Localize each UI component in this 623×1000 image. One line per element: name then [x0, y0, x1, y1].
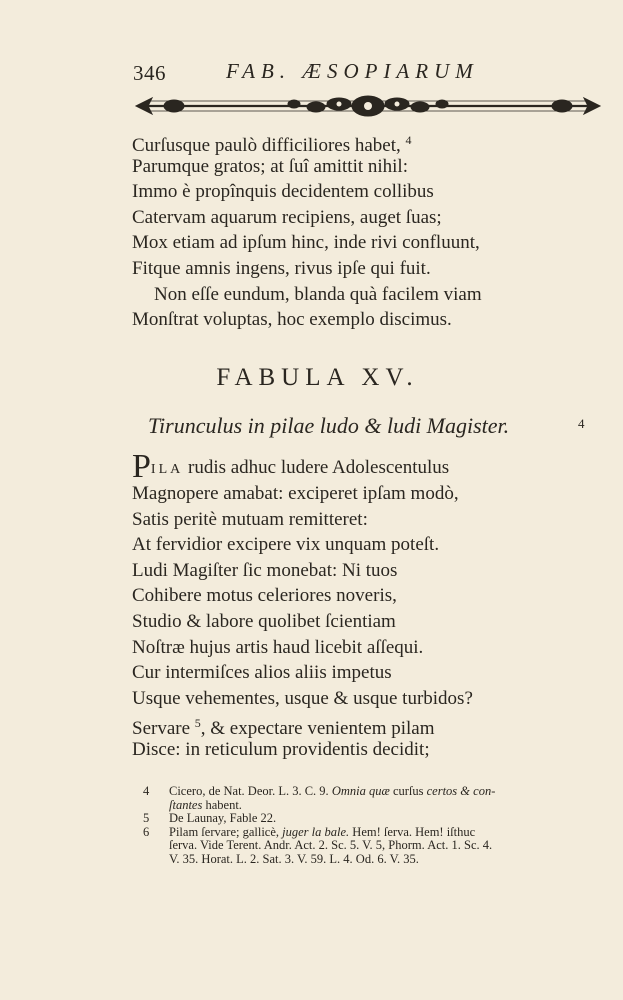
verse-line: Servare $^5$, & expectare venientem pilam	[132, 716, 435, 740]
verse-line: Studio & labore quolibet ſcientiam	[132, 610, 396, 632]
footnotes	[143, 785, 603, 867]
footnote-continuation: ſerva. Vide Terent. Andr. Act. 2. Sc. 5. V. 5, Phorm. Act. 1. Sc. 4.	[169, 838, 493, 853]
verse-line: Usque vehementes, usque & usque turbidos?	[132, 687, 473, 709]
verse-line: Cohibere motus celeriores noveris,	[132, 585, 397, 607]
footnote: 4 Cicero, de Nat. Deor. L. 3. C. 9. Omnia quæ curſus certos & con-	[143, 784, 496, 798]
footnote-ref: 5	[194, 716, 201, 731]
verse-line: Cur intermiſces alios aliis impetus	[132, 662, 392, 684]
fable-title: FABULA XV.	[216, 364, 419, 391]
verse-line: Fitque amnis ingens, rivus ipſe qui fuit.	[132, 257, 431, 279]
small-caps: ILA	[150, 462, 184, 477]
verse-line: At fervidior excipere vix unquam poteſt.	[132, 534, 440, 556]
verse-line: Immo è propînquis decidentem collibus	[132, 181, 434, 203]
verse-line: Noſtræ hujus artis haud licebit aſſequi.	[132, 636, 424, 658]
verse-line: Monſtrat voluptas, hoc exemplo discimus.	[132, 309, 452, 331]
verse-line: PILA rudis adhuc ludere Adolescentulus	[132, 448, 450, 485]
fable-verse	[132, 448, 473, 763]
verse-line: Disce: in reticulum providentis decidit;	[132, 738, 430, 760]
fable-subtitle: Tirunculus in pilae ludo & ludi Magister.	[148, 413, 510, 438]
verse-line: Magnopere amabat: exciperet ipſam modò,	[132, 483, 459, 504]
footnote-ref: 4	[405, 133, 412, 147]
verse-line: Mox etiam ad ipſum hinc, inde rivi confluunt,	[132, 232, 480, 254]
footnote: 6 Pilam ſervare; gallicè, juger la bale. Hem! ſerva. Hem! iſthuc	[143, 824, 476, 839]
running-title: FAB. ÆSOPIARUM	[226, 59, 479, 83]
footnote-ref: 4	[578, 416, 585, 431]
footnote: 5 De Launay, Fable 22.	[143, 811, 277, 826]
verse-line: Curſusque paulò difficiliores habet, $^4$	[132, 133, 412, 156]
page-header	[130, 57, 550, 87]
preceding-verse	[132, 128, 482, 333]
verse-line: Catervam aquarum recipiens, auget ſuas;	[132, 206, 442, 228]
footnote-continuation: V. 35. Horat. L. 2. Sat. 3. V. 59. L. 4. Od. 6. V. 35.	[169, 851, 419, 866]
ornament-rule-icon	[134, 90, 602, 122]
verse-line: Ludi Magiſter ſic monebat: Ni tuos	[132, 559, 398, 581]
verse-line: Satis peritè mutuam remitteret:	[132, 508, 368, 530]
footnote-continuation: ſtantes habent.	[169, 797, 242, 812]
drop-cap: P	[132, 448, 151, 485]
page-number: 346	[133, 61, 166, 85]
verse-line: Non eſſe eundum, blanda quà facilem viam	[154, 283, 482, 305]
verse-line: Parumque gratos; at ſuî amittit nihil:	[132, 155, 408, 177]
